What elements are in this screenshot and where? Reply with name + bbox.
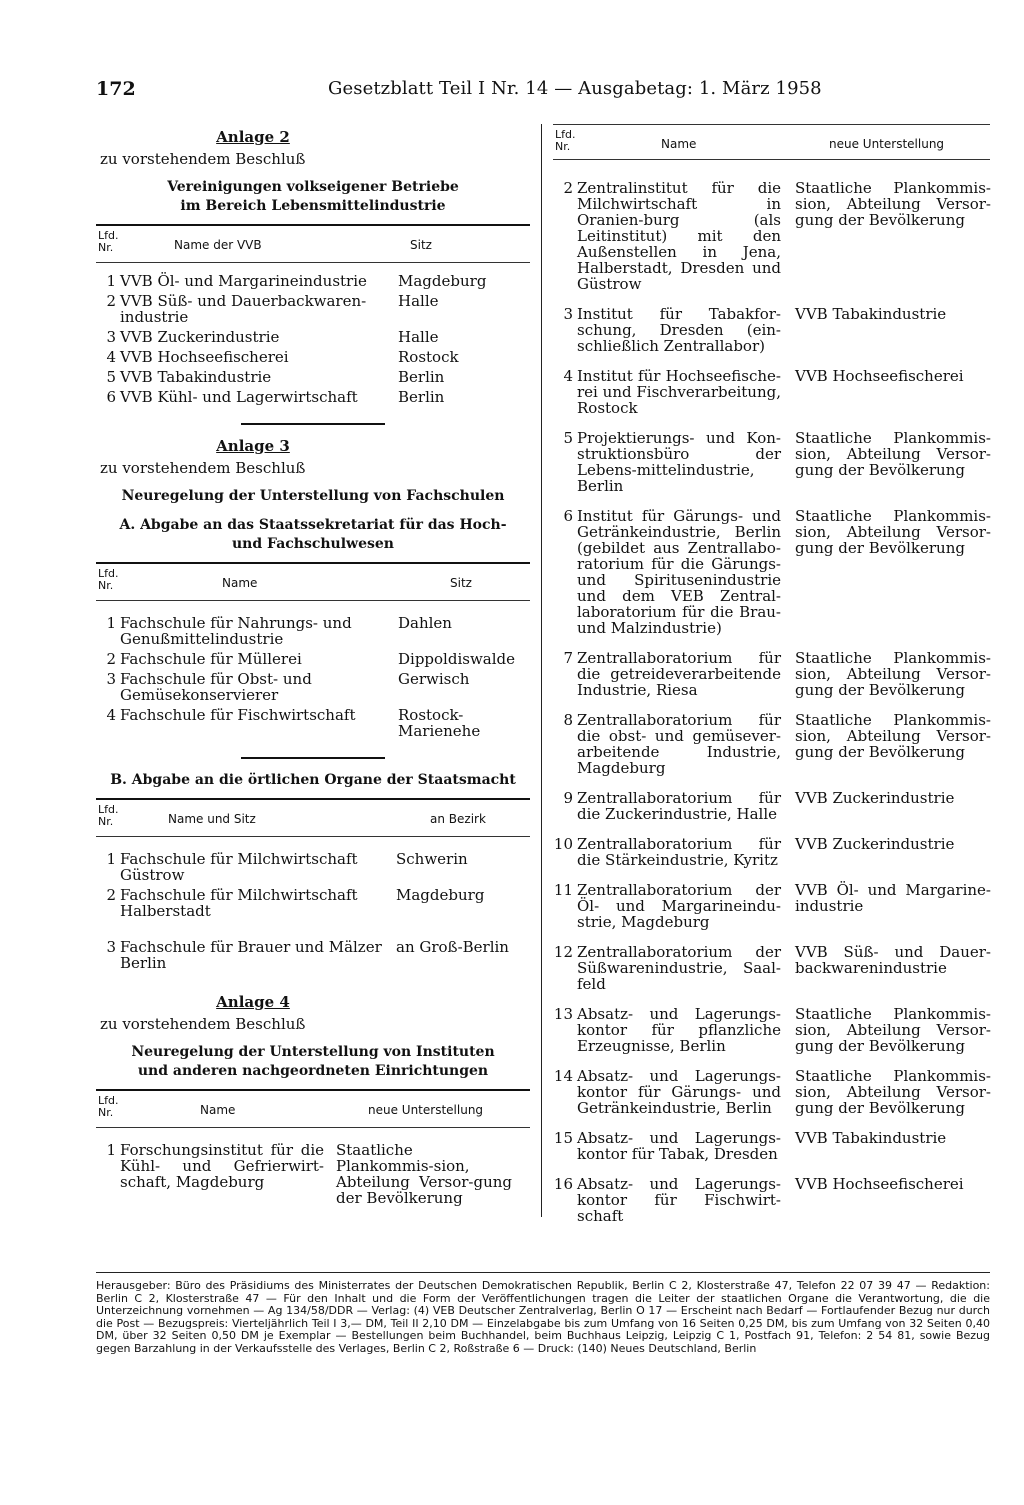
anlage-2-rows	[96, 273, 530, 405]
table-header	[96, 226, 530, 262]
row-sitz: Berlin	[398, 368, 445, 386]
page-header	[96, 78, 990, 108]
section-separator	[241, 757, 385, 759]
table-rule	[96, 1127, 530, 1128]
table-row	[553, 836, 990, 868]
row-unterstellung: VVB Zuckerindustrie	[795, 789, 955, 807]
row-name: VVB Tabakindustrie	[120, 368, 272, 386]
row-unterstellung: Staatliche Plankommis-sion, Abteilung Versor-gung der Bevölkerung	[795, 1005, 991, 1055]
anlage-2-title: Anlage 2	[216, 128, 290, 146]
col-lfd-nr: Lfd. Nr.	[98, 229, 119, 254]
row-unterstellung: VVB Tabakindustrie	[795, 305, 947, 323]
row-name: VVB Kühl- und Lagerwirtschaft	[120, 388, 358, 406]
col-name: Name	[661, 137, 697, 151]
row-nr: 9	[563, 789, 573, 807]
row-name: Institut für Tabakfor-schung, Dresden (ein-schließlich Zentrallabor)	[577, 305, 781, 355]
row-nr: 14	[553, 1067, 573, 1085]
table-row	[96, 369, 530, 385]
row-sitz: Halle	[398, 292, 439, 310]
row-sitz: Rostock	[398, 348, 459, 366]
row-bezirk: an Groß-Berlin	[396, 938, 509, 956]
table-header	[553, 125, 990, 159]
row-name: Zentrallaboratorium der Öl- und Margarineindu-strie, Magdeburg	[577, 881, 781, 931]
column-divider	[541, 124, 542, 1217]
col-name: Name der VVB	[174, 238, 262, 252]
table-row	[553, 180, 990, 292]
row-nr: 15	[553, 1129, 573, 1147]
anlage-2	[96, 128, 530, 405]
row-bezirk: Magdeburg	[396, 886, 485, 904]
anlage-4	[96, 993, 530, 1206]
table-row	[96, 651, 530, 667]
table-row	[96, 349, 530, 365]
table-rule	[96, 836, 530, 837]
row-nr: 2	[106, 292, 116, 310]
col-sitz: Sitz	[450, 576, 472, 590]
col-lfd-nr: Lfd. Nr.	[555, 128, 576, 153]
table-row	[553, 508, 990, 636]
table-header	[96, 1091, 530, 1127]
table-row	[96, 1142, 530, 1206]
row-unterstellung: Staatliche Plankommis-sion, Abteilung Versor-gung der Bevölkerung	[795, 649, 991, 699]
table-row	[96, 293, 530, 325]
row-unterstellung: VVB Süß- und Dauer-backwarenindustrie	[795, 943, 991, 977]
row-unterstellung: VVB Hochseefischerei	[795, 1175, 964, 1193]
col-lfd-nr: Lfd. Nr.	[98, 1094, 119, 1119]
anlage-3-subtitle: zu vorstehendem Beschluß	[100, 459, 306, 477]
col-name: Name	[222, 576, 258, 590]
col-neue-unterstellung: neue Unterstellung	[829, 137, 945, 151]
table-row	[96, 939, 530, 971]
section-b-heading: B. Abgabe an die örtlichen Organe der Staatsmacht	[110, 772, 516, 788]
row-nr: 11	[553, 881, 573, 899]
table-row	[96, 851, 530, 883]
row-nr: 10	[553, 835, 573, 853]
anlage-4-title: Anlage 4	[216, 993, 290, 1011]
anlage-4-subtitle: zu vorstehendem Beschluß	[100, 1015, 306, 1033]
row-name: Fachschule für Müllerei	[120, 650, 302, 668]
table-row	[96, 329, 530, 345]
table-row	[553, 712, 990, 776]
row-sitz: Dippoldiswalde	[398, 650, 516, 668]
row-name: VVB Öl- und Margarineindustrie	[120, 272, 367, 290]
row-nr: 4	[106, 348, 116, 366]
row-name: Zentrallaboratorium für die Zuckerindustrie, Halle	[577, 789, 781, 823]
imprint-rule	[96, 1272, 990, 1273]
row-name: Fachschule für Fischwirtschaft	[120, 706, 356, 724]
col-lfd-nr: Lfd. Nr.	[98, 567, 119, 592]
row-name: VVB Hochseefischerei	[120, 348, 289, 366]
row-name: Absatz- und Lagerungs-kontor für Fischwirt-schaft	[577, 1175, 781, 1225]
row-name: Zentrallaboratorium für die Stärkeindustrie, Kyritz	[577, 835, 781, 869]
row-nr: 5	[106, 368, 116, 386]
row-nr: 12	[553, 943, 573, 961]
row-name: Fachschule für Obst- und Gemüsekonservierer	[120, 670, 312, 704]
left-column	[96, 124, 530, 1220]
row-nr: 1	[106, 850, 116, 868]
table-row	[96, 887, 530, 919]
row-nr: 1	[106, 1141, 116, 1159]
table-row	[553, 882, 990, 930]
row-unterstellung: Staatliche Plankommis-sion, Abteilung Versor-gung der Bevölkerung	[795, 507, 991, 557]
row-nr: 3	[563, 305, 573, 323]
row-name: Fachschule für Brauer und Mälzer Berlin	[120, 938, 382, 972]
row-name: Projektierungs- und Kon-struktionsbüro der Lebens-mittelindustrie, Berlin	[577, 429, 781, 495]
row-unterstellung: Staatliche Plankommis-sion, Abteilung Versor-gung der Bevölkerung	[795, 179, 991, 229]
row-nr: 3	[106, 670, 116, 688]
table-row	[96, 273, 530, 289]
table-row	[553, 790, 990, 822]
gazette-title: Gesetzblatt Teil I Nr. 14 — Ausgabetag: 1. März 1958	[328, 78, 822, 99]
table-row	[553, 430, 990, 494]
row-nr: 2	[563, 179, 573, 197]
table-row	[553, 1130, 990, 1162]
row-nr: 3	[106, 938, 116, 956]
row-nr: 5	[563, 429, 573, 447]
row-name: Absatz- und Lagerungs-kontor für Tabak, Dresden	[577, 1129, 781, 1163]
right-column	[553, 124, 990, 1238]
imprint: Herausgeber: Büro des Präsidiums des Ministerrates der Deutschen Demokratischen Republik, Berlin C 2, Klosterstraße 47, Telefon 22 07 39 47 — Redaktion: Berlin C 2, Klosterstraße 47 — Für den Inhalt und die Form der Veröffentlichungen tragen die Leiter der staatlichen Organe die Verantwortung, die die Unterzeichnung vornehmen — Ag 134/58/DDR — Verlag: (4) VEB Deutscher Zentralverlag, Berlin O 17 — Erscheint nach Bedarf — Fortlaufender Bezug nur durch die Post — Bezugspreis: Vierteljährlich Teil I 3,— DM, Teil II 2,10 DM — Einzelabgabe bis zum Umfang von 16 Seiten 0,25 DM, bis zum Umfang von 32 Seiten 0,40 DM, über 32 Seiten 0,50 DM je Exemplar — Bestellungen beim Buchhandel, beim Buchhaus Leipzig, Leipzig C 1, Postfach 91, Telefon: 2 54 81, sowie Bezug gegen Barzahlung in der Verkaufsstelle des Verlages, Berlin C 2, Roßstraße 6 — Druck: (140) Neues Deutschland, Berlin	[96, 1279, 990, 1355]
row-name: Institut für Gärungs- und Getränkeindustrie, Berlin (gebildet aus Zentrallabo-ratorium für die Gärungs- und Spiritusenindustrie und dem VEB Zentral-laboratorium für die Brau- und Malzindustrie)	[577, 507, 781, 637]
row-unterstellung: VVB Tabakindustrie	[795, 1129, 947, 1147]
col-lfd-nr: Lfd. Nr.	[98, 803, 119, 828]
row-nr: 13	[553, 1005, 573, 1023]
table-rule	[96, 600, 530, 601]
anlage-4-rows-right	[553, 180, 990, 1224]
row-name: Institut für Hochseefische-rei und Fischverarbeitung, Rostock	[577, 367, 781, 417]
col-name: Name	[200, 1103, 236, 1117]
section-separator	[241, 423, 385, 425]
row-nr: 4	[563, 367, 573, 385]
row-name: Fachschule für Milchwirtschaft Halberstadt	[120, 886, 358, 920]
row-name: VVB Zuckerindustrie	[120, 328, 280, 346]
row-unterstellung: VVB Öl- und Margarine-industrie	[795, 881, 991, 915]
table-row	[553, 306, 990, 354]
row-unterstellung: Staatliche Plankommis-sion, Abteilung Versor-gung der Bevölkerung	[795, 429, 991, 479]
row-name: VVB Süß- und Dauerbackwaren-industrie	[120, 292, 367, 326]
row-unterstellung: Staatliche Plankommis-sion, Abteilung Versor-gung der Bevölkerung	[336, 1141, 512, 1207]
row-unterstellung: VVB Zuckerindustrie	[795, 835, 955, 853]
row-unterstellung: Staatliche Plankommis-sion, Abteilung Versor-gung der Bevölkerung	[795, 711, 991, 761]
anlage-4-rows-left	[96, 1142, 530, 1206]
table-header	[96, 564, 530, 600]
row-nr: 7	[563, 649, 573, 667]
table-rule	[96, 262, 530, 263]
anlage-4-heading: Neuregelung der Unterstellung von Instituten und anderen nachgeordneten Einrichtungen	[131, 1044, 495, 1079]
row-unterstellung: VVB Hochseefischerei	[795, 367, 964, 385]
row-name: Zentrallaboratorium für die getreideverarbeitende Industrie, Riesa	[577, 649, 781, 699]
row-nr: 1	[106, 272, 116, 290]
anlage-2-heading: Vereinigungen volkseigener Betriebe im Bereich Lebensmittelindustrie	[167, 179, 459, 214]
row-nr: 1	[106, 614, 116, 632]
row-name: Zentralinstitut für die Milchwirtschaft in Oranien-burg (als Leitinstitut) mit den Außenstellen in Jena, Halberstadt, Dresden und Güstrow	[577, 179, 781, 293]
row-sitz: Halle	[398, 328, 439, 346]
row-name: Absatz- und Lagerungs-kontor für Gärungs- und Getränkeindustrie, Berlin	[577, 1067, 781, 1117]
table-row	[96, 671, 530, 703]
anlage-3	[96, 437, 530, 971]
row-sitz: Magdeburg	[398, 272, 487, 290]
row-name: Absatz- und Lagerungs-kontor für pflanzliche Erzeugnisse, Berlin	[577, 1005, 781, 1055]
table-rule	[553, 159, 990, 160]
table-row	[553, 1068, 990, 1116]
anlage-2-subtitle: zu vorstehendem Beschluß	[100, 150, 306, 168]
page-number: 172	[96, 78, 136, 100]
row-sitz: Berlin	[398, 388, 445, 406]
section-b-rows	[96, 851, 530, 971]
row-nr: 4	[106, 706, 116, 724]
table-row	[553, 944, 990, 992]
table-header	[96, 800, 530, 836]
row-unterstellung: Staatliche Plankommis-sion, Abteilung Versor-gung der Bevölkerung	[795, 1067, 991, 1117]
table-row	[96, 707, 530, 739]
row-sitz: Dahlen	[398, 614, 452, 632]
row-sitz: Gerwisch	[398, 670, 470, 688]
row-nr: 2	[106, 886, 116, 904]
row-nr: 16	[553, 1175, 573, 1193]
anlage-3-heading: Neuregelung der Unterstellung von Fachschulen	[121, 488, 505, 504]
table-row	[553, 368, 990, 416]
row-nr: 6	[106, 388, 116, 406]
col-name-und-sitz: Name und Sitz	[168, 812, 256, 826]
row-nr: 2	[106, 650, 116, 668]
section-a-rows	[96, 615, 530, 739]
col-an-bezirk: an Bezirk	[430, 812, 486, 826]
row-name: Zentrallaboratorium für die obst- und gemüsever-arbeitende Industrie, Magdeburg	[577, 711, 781, 777]
table-row	[553, 1176, 990, 1224]
col-sitz: Sitz	[410, 238, 432, 252]
table-row	[96, 615, 530, 647]
row-name: Fachschule für Nahrungs- und Genußmittelindustrie	[120, 614, 352, 648]
row-name: Fachschule für Milchwirtschaft Güstrow	[120, 850, 358, 884]
col-neue-unterstellung: neue Unterstellung	[368, 1103, 484, 1117]
section-a-heading: A. Abgabe an das Staatssekretariat für das Hoch- und Fachschulwesen	[119, 517, 507, 552]
row-sitz: Rostock-Marienehe	[398, 706, 481, 740]
table-row	[553, 650, 990, 698]
row-name: Zentrallaboratorium der Süßwarenindustrie, Saal-feld	[577, 943, 781, 993]
row-nr: 8	[563, 711, 573, 729]
table-row	[96, 389, 530, 405]
row-bezirk: Schwerin	[396, 850, 468, 868]
row-nr: 3	[106, 328, 116, 346]
row-name: Forschungsinstitut für die Kühl- und Gefrierwirt-schaft, Magdeburg	[120, 1141, 324, 1191]
row-nr: 6	[563, 507, 573, 525]
table-row	[553, 1006, 990, 1054]
anlage-3-title: Anlage 3	[216, 437, 290, 455]
